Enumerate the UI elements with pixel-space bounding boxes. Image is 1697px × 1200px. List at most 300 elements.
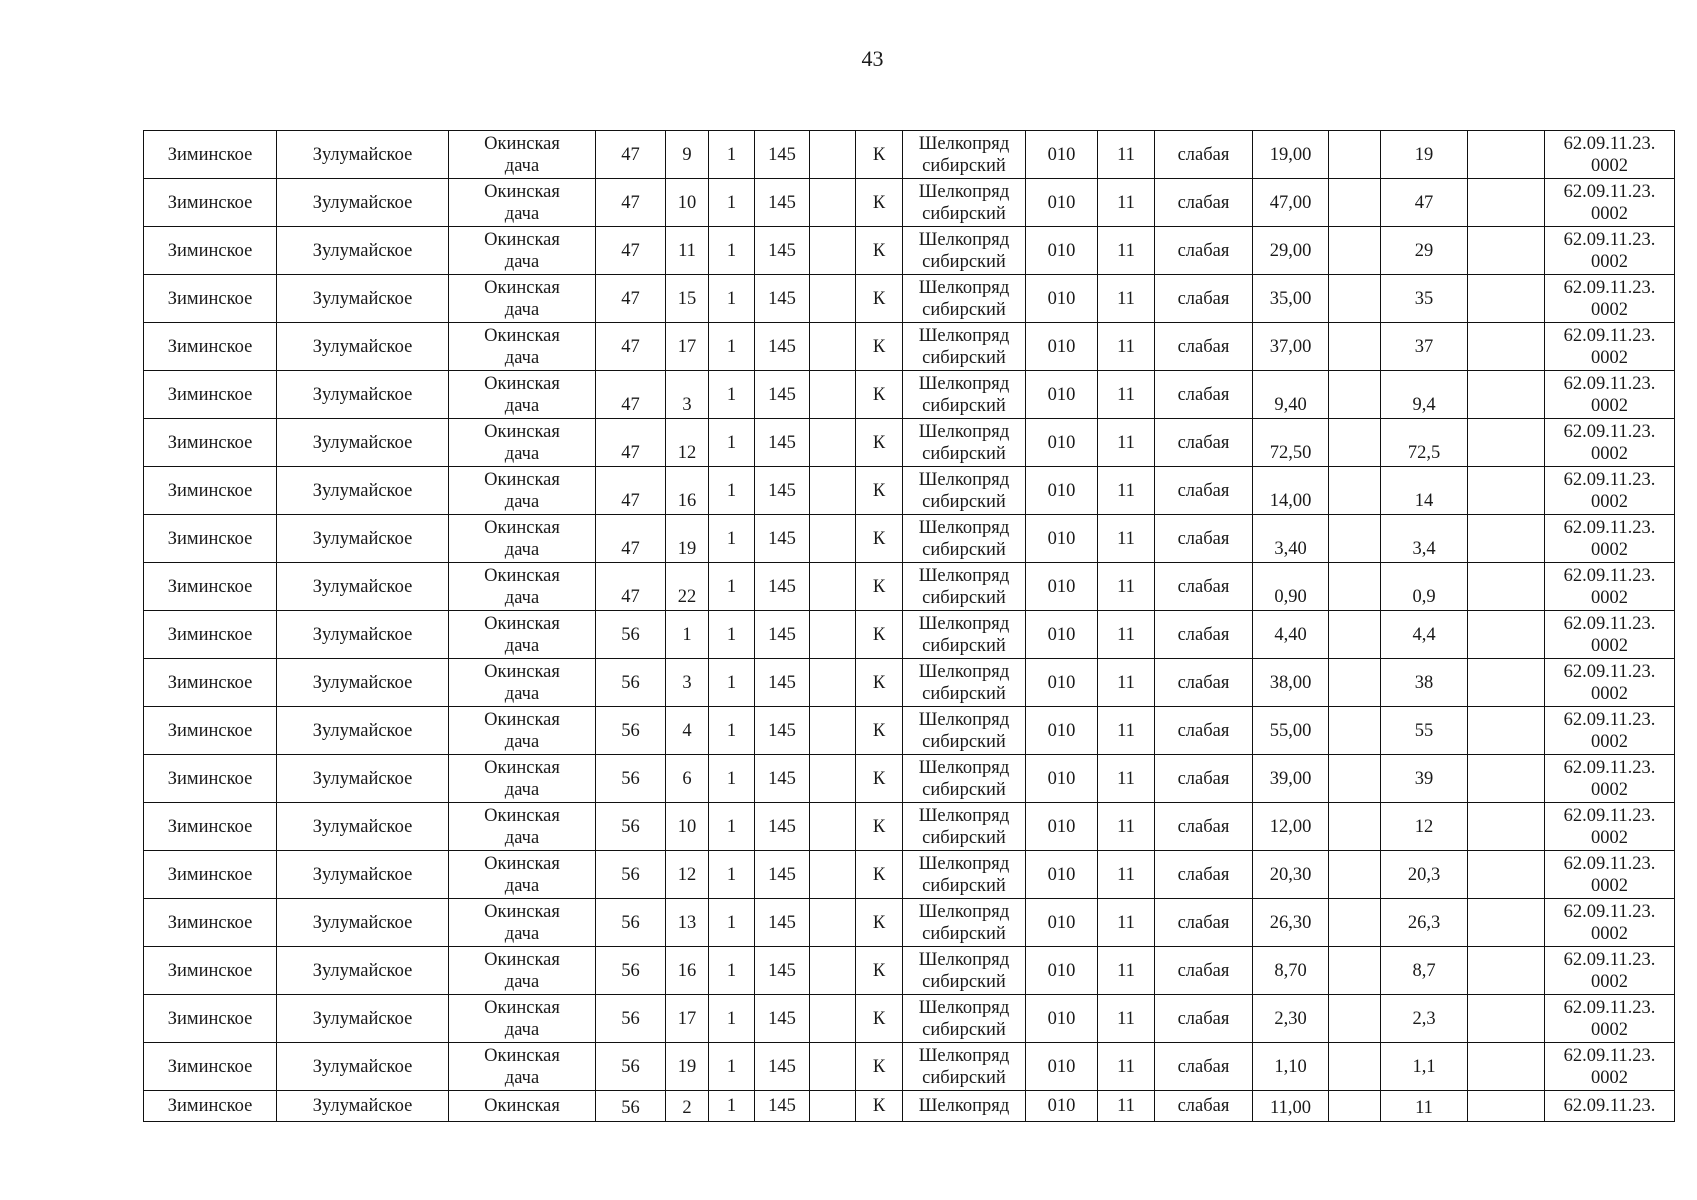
area-cell — [1253, 755, 1329, 803]
cell-text: 55,00 — [1269, 720, 1312, 741]
blank-cell — [1468, 899, 1545, 947]
cell-text-line-2: дача — [504, 683, 540, 704]
cell-text: Зулумайское — [312, 1096, 413, 1116]
forestry-cell — [144, 563, 277, 611]
cell-text: 26,30 — [1269, 912, 1312, 933]
compartment-cell — [666, 755, 709, 803]
cell-text-line-2: 0002 — [1591, 491, 1628, 512]
cell-text-line-1: Окинская — [484, 1045, 560, 1066]
blank-cell — [810, 1043, 856, 1091]
dacha-cell — [449, 851, 596, 899]
cell-text: слабая — [1177, 432, 1230, 453]
cell-text: Зиминское — [167, 1056, 253, 1077]
cell-text-line-2: дача — [504, 203, 540, 224]
cell-text-line-1: Окинская — [484, 901, 560, 922]
table-row — [144, 995, 1675, 1043]
cell-text: 1 — [726, 192, 737, 213]
compartment-cell — [666, 851, 709, 899]
area-rounded-cell — [1381, 563, 1468, 611]
cell-text: Зулумайское — [312, 288, 413, 309]
quarter-cell — [596, 707, 666, 755]
dacha-cell — [449, 803, 596, 851]
cell-text-line-1: Шелкопряд — [918, 757, 1010, 778]
pest-cell — [903, 851, 1026, 899]
cell-text: слабая — [1177, 1056, 1230, 1077]
cell-text: Зиминское — [167, 576, 253, 597]
pest-code-cell — [1026, 803, 1098, 851]
cell-text: 2,30 — [1274, 1008, 1307, 1029]
dacha-cell — [449, 323, 596, 371]
pest-code-cell — [1026, 179, 1098, 227]
cell-text: 11 — [1117, 624, 1135, 645]
cell-text: К — [872, 144, 886, 165]
dacha-cell — [449, 131, 596, 179]
cell-text: Зулумайское — [312, 624, 413, 645]
cell-text: 12,00 — [1269, 816, 1312, 837]
species-cell — [856, 371, 903, 419]
district-forestry-cell — [277, 323, 449, 371]
cell-text: Зиминское — [167, 912, 253, 933]
code-cell — [755, 899, 810, 947]
quarter-cell — [596, 851, 666, 899]
species-cell — [856, 227, 903, 275]
cell-text: 010 — [1047, 240, 1076, 261]
area-rounded-cell — [1381, 419, 1468, 467]
cell-text: 1 — [726, 528, 737, 549]
classifier-code-cell — [1545, 371, 1675, 419]
forestry-cell — [144, 515, 277, 563]
species-cell — [856, 659, 903, 707]
species-cell — [856, 1091, 903, 1122]
cell-text: 010 — [1047, 288, 1076, 309]
table-row — [144, 227, 1675, 275]
cell-text: 14,00 — [1269, 491, 1312, 511]
cell-text: К — [872, 816, 886, 837]
cell-text: 145 — [768, 480, 796, 501]
cell-text: Зиминское — [167, 240, 253, 261]
category-cell — [1098, 1091, 1155, 1122]
cell-text: слабая — [1177, 480, 1230, 501]
blank-cell — [810, 851, 856, 899]
blank-cell — [1468, 419, 1545, 467]
district-forestry-cell — [277, 1091, 449, 1122]
cell-text-line-2: 0002 — [1591, 923, 1628, 944]
cell-text-line-2: 0002 — [1591, 971, 1628, 992]
cell-text: К — [872, 432, 886, 453]
cell-text: 010 — [1047, 576, 1076, 597]
cell-text: Зулумайское — [312, 240, 413, 261]
district-forestry-cell — [277, 803, 449, 851]
cell-text: 47 — [621, 443, 640, 463]
cell-text: 19 — [677, 539, 697, 559]
area-rounded-cell — [1381, 947, 1468, 995]
compartment-cell — [666, 995, 709, 1043]
category-cell — [1098, 467, 1155, 515]
cell-text: 010 — [1047, 144, 1076, 165]
category-cell — [1098, 755, 1155, 803]
blank-cell — [1329, 1091, 1381, 1122]
cell-text-line-1: Окинская — [484, 661, 560, 682]
cell-text: слабая — [1177, 384, 1230, 405]
cell-text-line-1: Шелкопряд — [918, 133, 1010, 154]
cell-text-line-2: 0002 — [1591, 1067, 1628, 1088]
forestry-cell — [144, 659, 277, 707]
cell-text: 16 — [677, 960, 697, 981]
cell-text: 39,00 — [1269, 768, 1312, 789]
cell-text: 010 — [1047, 960, 1076, 981]
area-rounded-cell — [1381, 179, 1468, 227]
pest-cell — [903, 323, 1026, 371]
forestry-cell — [144, 707, 277, 755]
classifier-code-cell — [1545, 899, 1675, 947]
compartment-cell — [666, 371, 709, 419]
cell-text: 47 — [621, 395, 640, 415]
cell-text-line-1: 62.09.11.23. — [1563, 277, 1656, 298]
classifier-code-cell — [1545, 995, 1675, 1043]
cell-text: 22 — [677, 587, 697, 607]
blank-cell — [1329, 611, 1381, 659]
cell-text: 1 — [726, 912, 737, 933]
cell-text-line-2: 0002 — [1591, 827, 1628, 848]
category-cell — [1098, 227, 1155, 275]
cell-text: 1 — [726, 624, 737, 645]
cell-text: слабая — [1177, 1096, 1230, 1116]
table-row — [144, 659, 1675, 707]
cell-text-line-2: 0002 — [1591, 539, 1628, 560]
sub-compartment-cell — [709, 419, 755, 467]
cell-text: 010 — [1047, 816, 1076, 837]
cell-text-line-1: Шелкопряд — [918, 181, 1010, 202]
table-row — [144, 851, 1675, 899]
cell-text-line-1: Шелкопряд — [918, 277, 1010, 298]
forestry-cell — [144, 995, 277, 1043]
blank-cell — [810, 563, 856, 611]
cell-text-line-1: Шелкопряд — [918, 469, 1010, 490]
district-forestry-cell — [277, 515, 449, 563]
classifier-code-cell — [1545, 947, 1675, 995]
cell-text: 47 — [621, 491, 640, 511]
cell-text: К — [872, 1008, 886, 1029]
classifier-code-cell — [1545, 707, 1675, 755]
blank-cell — [810, 179, 856, 227]
compartment-cell — [666, 1091, 709, 1122]
area-cell — [1253, 563, 1329, 611]
sub-compartment-cell — [709, 227, 755, 275]
category-cell — [1098, 515, 1155, 563]
cell-text: 1 — [726, 720, 737, 741]
blank-cell — [1329, 1043, 1381, 1091]
compartment-cell — [666, 467, 709, 515]
compartment-cell — [666, 659, 709, 707]
blank-cell — [1468, 371, 1545, 419]
district-forestry-cell — [277, 851, 449, 899]
cell-text: слабая — [1177, 528, 1230, 549]
species-cell — [856, 947, 903, 995]
cell-text: 56 — [621, 816, 640, 837]
blank-cell — [810, 275, 856, 323]
compartment-cell — [666, 227, 709, 275]
quarter-cell — [596, 419, 666, 467]
cell-text: слабая — [1177, 960, 1230, 981]
cell-text-line-2: дача — [504, 1067, 540, 1088]
severity-cell — [1155, 227, 1253, 275]
cell-text-line-1: Шелкопряд — [918, 709, 1010, 730]
cell-text: 29,00 — [1269, 240, 1312, 261]
district-forestry-cell — [277, 755, 449, 803]
area-cell — [1253, 995, 1329, 1043]
cell-text: Зулумайское — [312, 1056, 413, 1077]
pest-cell — [903, 467, 1026, 515]
cell-text: 1 — [726, 288, 737, 309]
cell-text: 47 — [621, 192, 640, 213]
quarter-cell — [596, 563, 666, 611]
code-cell — [755, 707, 810, 755]
cell-text: 47 — [621, 539, 640, 559]
cell-text: 11 — [1117, 288, 1135, 309]
cell-text: слабая — [1177, 864, 1230, 885]
cell-text: 010 — [1047, 384, 1076, 405]
cell-text: Зулумайское — [312, 480, 413, 501]
category-cell — [1098, 611, 1155, 659]
cell-text: 47 — [621, 336, 640, 357]
blank-cell — [1329, 947, 1381, 995]
area-cell — [1253, 371, 1329, 419]
cell-text: 15 — [677, 288, 697, 309]
district-forestry-cell — [277, 467, 449, 515]
cell-text-line-1: Окинская — [484, 517, 560, 538]
cell-text: 11 — [678, 240, 696, 261]
severity-cell — [1155, 707, 1253, 755]
district-forestry-cell — [277, 563, 449, 611]
area-rounded-cell — [1381, 515, 1468, 563]
blank-cell — [810, 515, 856, 563]
cell-text: 11 — [1117, 528, 1135, 549]
cell-text: 47 — [621, 144, 640, 165]
cell-text: 56 — [621, 624, 640, 645]
blank-cell — [1329, 659, 1381, 707]
page-number: 43 — [861, 46, 884, 71]
blank-cell — [1329, 899, 1381, 947]
cell-text-line-2: дача — [504, 347, 540, 368]
cell-text: Зиминское — [167, 432, 253, 453]
pest-cell — [903, 611, 1026, 659]
quarter-cell — [596, 659, 666, 707]
cell-text: 14 — [1414, 491, 1434, 511]
cell-text: Зулумайское — [312, 432, 413, 453]
category-cell — [1098, 419, 1155, 467]
blank-cell — [810, 227, 856, 275]
cell-text: К — [872, 288, 886, 309]
severity-cell — [1155, 371, 1253, 419]
category-cell — [1098, 803, 1155, 851]
cell-text: 56 — [621, 672, 640, 693]
code-cell — [755, 419, 810, 467]
cell-text-line-1: Окинская — [484, 565, 560, 586]
area-cell — [1253, 227, 1329, 275]
dacha-cell — [449, 419, 596, 467]
cell-text-line-1: 62.09.11.23. — [1563, 1045, 1656, 1066]
species-cell — [856, 467, 903, 515]
cell-text: 3,40 — [1274, 539, 1307, 559]
cell-text: 145 — [768, 336, 796, 357]
dacha-cell — [449, 659, 596, 707]
cell-text: 145 — [768, 1096, 796, 1116]
cell-text: 12 — [1414, 816, 1434, 837]
quarter-cell — [596, 179, 666, 227]
cell-text: Зулумайское — [312, 576, 413, 597]
dacha-cell — [449, 1091, 596, 1122]
code-cell — [755, 323, 810, 371]
category-cell — [1098, 371, 1155, 419]
code-cell — [755, 755, 810, 803]
compartment-cell — [666, 419, 709, 467]
cell-text: 11 — [1117, 864, 1135, 885]
table-body — [144, 131, 1675, 1122]
cell-text: слабая — [1177, 720, 1230, 741]
species-cell — [856, 419, 903, 467]
district-forestry-cell — [277, 419, 449, 467]
category-cell — [1098, 563, 1155, 611]
severity-cell — [1155, 755, 1253, 803]
cell-text: 11 — [1117, 912, 1135, 933]
table-row — [144, 131, 1675, 179]
sub-compartment-cell — [709, 1043, 755, 1091]
classifier-code-cell — [1545, 611, 1675, 659]
dacha-cell — [449, 563, 596, 611]
dacha-cell — [449, 755, 596, 803]
cell-text: Зиминское — [167, 864, 253, 885]
cell-text: Зиминское — [167, 672, 253, 693]
cell-text: 145 — [768, 432, 796, 453]
blank-cell — [1329, 707, 1381, 755]
forestry-cell — [144, 947, 277, 995]
cell-text: 1 — [726, 480, 737, 501]
cell-text: К — [872, 1096, 886, 1116]
cell-text: 9 — [682, 144, 692, 165]
district-forestry-cell — [277, 131, 449, 179]
cell-text: 56 — [621, 768, 640, 789]
cell-text-line-1: 62.09.11.23. — [1563, 421, 1656, 442]
cell-text: 0,90 — [1274, 587, 1307, 607]
cell-text: 35,00 — [1269, 288, 1312, 309]
cell-text: слабая — [1177, 240, 1230, 261]
forestry-cell — [144, 227, 277, 275]
cell-text-line-2: 0002 — [1591, 587, 1628, 608]
cell-text-line-2: сибирский — [922, 875, 1006, 896]
cell-text: К — [872, 336, 886, 357]
classifier-code-cell — [1545, 323, 1675, 371]
area-cell — [1253, 1091, 1329, 1122]
blank-cell — [1329, 755, 1381, 803]
blank-cell — [1329, 803, 1381, 851]
category-cell — [1098, 323, 1155, 371]
code-cell — [755, 467, 810, 515]
species-cell — [856, 563, 903, 611]
compartment-cell — [666, 1043, 709, 1091]
compartment-cell — [666, 947, 709, 995]
cell-text-line-2: 0002 — [1591, 155, 1628, 176]
cell-text: Зиминское — [167, 288, 253, 309]
cell-text: 29 — [1414, 240, 1434, 261]
blank-cell — [1329, 131, 1381, 179]
compartment-cell — [666, 275, 709, 323]
quarter-cell — [596, 323, 666, 371]
cell-text: Зиминское — [167, 720, 253, 741]
pest-cell — [903, 515, 1026, 563]
cell-text-line-1: Шелкопряд — [918, 661, 1010, 682]
cell-text-line-1: Шелкопряд — [918, 997, 1010, 1018]
district-forestry-cell — [277, 371, 449, 419]
area-rounded-cell — [1381, 323, 1468, 371]
dacha-cell — [449, 515, 596, 563]
blank-cell — [810, 611, 856, 659]
cell-text: 72,5 — [1407, 443, 1441, 463]
code-cell — [755, 179, 810, 227]
cell-text: 010 — [1047, 432, 1076, 453]
dacha-cell — [449, 899, 596, 947]
quarter-cell — [596, 467, 666, 515]
cell-text: 35 — [1414, 288, 1434, 309]
cell-text: слабая — [1177, 576, 1230, 597]
cell-text: Зулумайское — [312, 384, 413, 405]
cell-text: Зулумайское — [312, 672, 413, 693]
blank-cell — [810, 947, 856, 995]
blank-cell — [1468, 755, 1545, 803]
severity-cell — [1155, 563, 1253, 611]
code-cell — [755, 1091, 810, 1122]
cell-text: 010 — [1047, 768, 1076, 789]
blank-cell — [1329, 275, 1381, 323]
severity-cell — [1155, 515, 1253, 563]
cell-text: К — [872, 192, 886, 213]
classifier-code-cell — [1545, 131, 1675, 179]
blank-cell — [810, 467, 856, 515]
cell-text-line-2: сибирский — [922, 827, 1006, 848]
cell-text: К — [872, 384, 886, 405]
cell-text: 2,3 — [1412, 1008, 1436, 1029]
sub-compartment-cell — [709, 515, 755, 563]
cell-text: 1,1 — [1412, 1056, 1436, 1077]
cell-text: Зиминское — [167, 192, 253, 213]
cell-text-line-1: Окинская — [484, 181, 560, 202]
severity-cell — [1155, 467, 1253, 515]
cell-text: 11 — [1117, 576, 1135, 597]
area-cell — [1253, 659, 1329, 707]
cell-text: 145 — [768, 864, 796, 885]
table-row — [144, 323, 1675, 371]
code-cell — [755, 515, 810, 563]
area-cell — [1253, 851, 1329, 899]
severity-cell — [1155, 803, 1253, 851]
cell-text: 1 — [726, 960, 737, 981]
cell-text: 010 — [1047, 864, 1076, 885]
species-cell — [856, 611, 903, 659]
area-rounded-cell — [1381, 275, 1468, 323]
pest-code-cell — [1026, 131, 1098, 179]
pest-cell — [903, 707, 1026, 755]
cell-text-line-1: 62.09.11.23. — [1563, 325, 1656, 346]
sub-compartment-cell — [709, 275, 755, 323]
code-cell — [755, 611, 810, 659]
cell-text: 010 — [1047, 528, 1076, 549]
category-cell — [1098, 995, 1155, 1043]
forestry-cell — [144, 803, 277, 851]
cell-text: 145 — [768, 720, 796, 741]
area-cell — [1253, 611, 1329, 659]
cell-text-line-2: сибирский — [922, 635, 1006, 656]
category-cell — [1098, 275, 1155, 323]
cell-text-line-1: Шелкопряд — [918, 373, 1010, 394]
